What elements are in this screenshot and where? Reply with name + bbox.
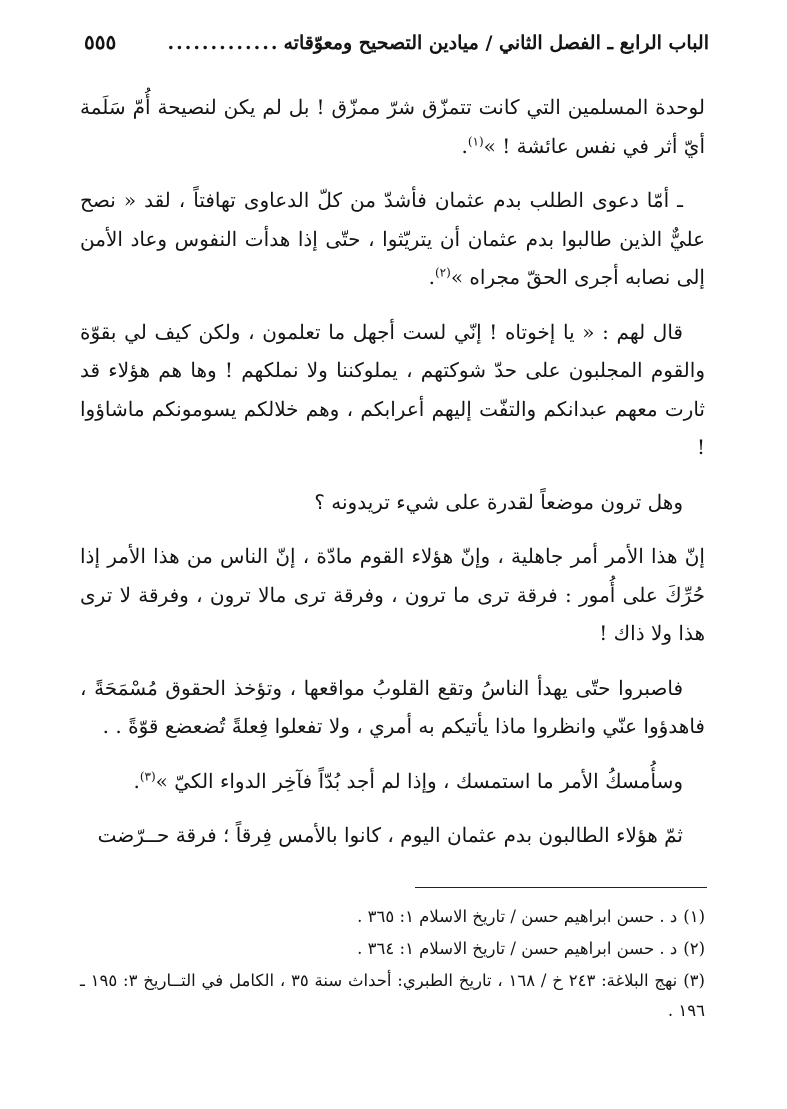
paragraph-text: فاصبروا حتّى يهدأ الناسُ وتقع القلوبُ مواقعها ، وتؤخذ الحقوق مُسْمَحَةً ، فاهدؤوا عنّي وانظروا ماذا يأتيكم به أمري ، ولا تفعلوا فِعلةً تُضعضع قوّةً . . xyxy=(80,675,705,738)
paragraph xyxy=(80,537,705,653)
footnote-reference: (٣) xyxy=(139,768,156,783)
paragraph-text: قال لهم : « يا إخوتاه ! إنّي لست أجهل ما تعلمون ، ولكن كيف لي بقوّة والقوم المجلبون على حدّ شوكتهم ، يملوكننا ولا نملكهم ! وها هم هؤلاء قد ثارت معهم عبدانكم والتفّت إليهم أعرابكم ، وهم خلالكم يسومونكم ماشاؤوا ! xyxy=(80,319,705,459)
paragraph-text: ـ أمّا دعوى الطلب بدم عثمان فأشدّ من كلّ الدعاوى تهافتاً ، لقد « نصح عليٌّ الذين طالبوا بدم عثمان أن يتريّثوا ، حتّى إذا هدأت النفوس وعاد الأمن إلى نصابه أجرى الحقّ مجراه » xyxy=(80,188,705,289)
main-text xyxy=(80,88,705,871)
running-title: الباب الرابع ـ الفصل الثاني / ميادين التصحيح ومعوّقاته xyxy=(283,32,709,54)
footnote xyxy=(80,966,705,1026)
footnote xyxy=(80,934,705,964)
footnote-text: د . حسن ابراهيم حسن / تاريخ الاسلام ١: ٣٦٤ . xyxy=(357,939,678,958)
footnote-reference: (١) xyxy=(467,133,484,148)
page-number: ٥٥٥ xyxy=(84,30,117,54)
footnote xyxy=(80,902,705,932)
footnote-text: نهج البلاغة: ٢٤٣ خ / ١٦٨ ، تاريخ الطبري: أحداث سنة ٣٥ ، الكامل في التــاريخ ٣: ١٩٥ ـ ١٩٦ . xyxy=(80,971,705,1020)
paragraph-tail: . xyxy=(461,133,468,158)
paragraph-text: وهل ترون موضعاً لقدرة على شيء تريدونه ؟ xyxy=(314,489,683,514)
paragraph xyxy=(80,816,705,855)
footnote-divider xyxy=(415,887,707,888)
header-leader-dots: ............. xyxy=(167,32,280,54)
paragraph-text: ثمّ هؤلاء الطالبون بدم عثمان اليوم ، كانوا بالأمس فِرقاً ؛ فرقة حــرّضت xyxy=(97,823,683,847)
footnote-number: (١) xyxy=(683,907,705,926)
paragraph-text: لوحدة المسلمين التي كانت تتمزّق شرّ ممزّق ! بل لم يكن لنصيحة أُمّ سَلَمة أيّ أثر في نفس عائشة ! » xyxy=(80,95,705,158)
paragraph-text: وسأُمسكُ الأمر ما استمسك ، وإذا لم أجد بُدّاً فآخِر الدواء الكيّ » xyxy=(155,768,683,793)
paragraph-tail: . xyxy=(133,768,140,793)
paragraph xyxy=(80,88,705,165)
paragraph xyxy=(80,181,705,297)
paragraph-tail: . xyxy=(428,265,435,289)
footnote-reference: (٢) xyxy=(434,265,451,280)
paragraph xyxy=(80,483,705,522)
paragraph xyxy=(80,313,705,467)
paragraph-text: إنّ هذا الأمر أمر جاهلية ، وإنّ هؤلاء القوم مادّة ، إنّ الناس من هذا الأمر إذا حُرِّكَ على أُمور : فرقة ترى ما ترون ، وفرقة ترى مالا ترون ، وفرقة لا ترى هذا ولا ذاك ! xyxy=(80,544,705,645)
paragraph xyxy=(80,669,705,746)
running-header xyxy=(84,30,709,62)
footnotes xyxy=(80,902,705,1028)
paragraph xyxy=(80,762,705,801)
footnote-text: د . حسن ابراهيم حسن / تاريخ الاسلام ١: ٣٦٥ . xyxy=(357,907,678,926)
footnote-number: (٣) xyxy=(683,971,705,990)
footnote-number: (٢) xyxy=(683,939,705,958)
